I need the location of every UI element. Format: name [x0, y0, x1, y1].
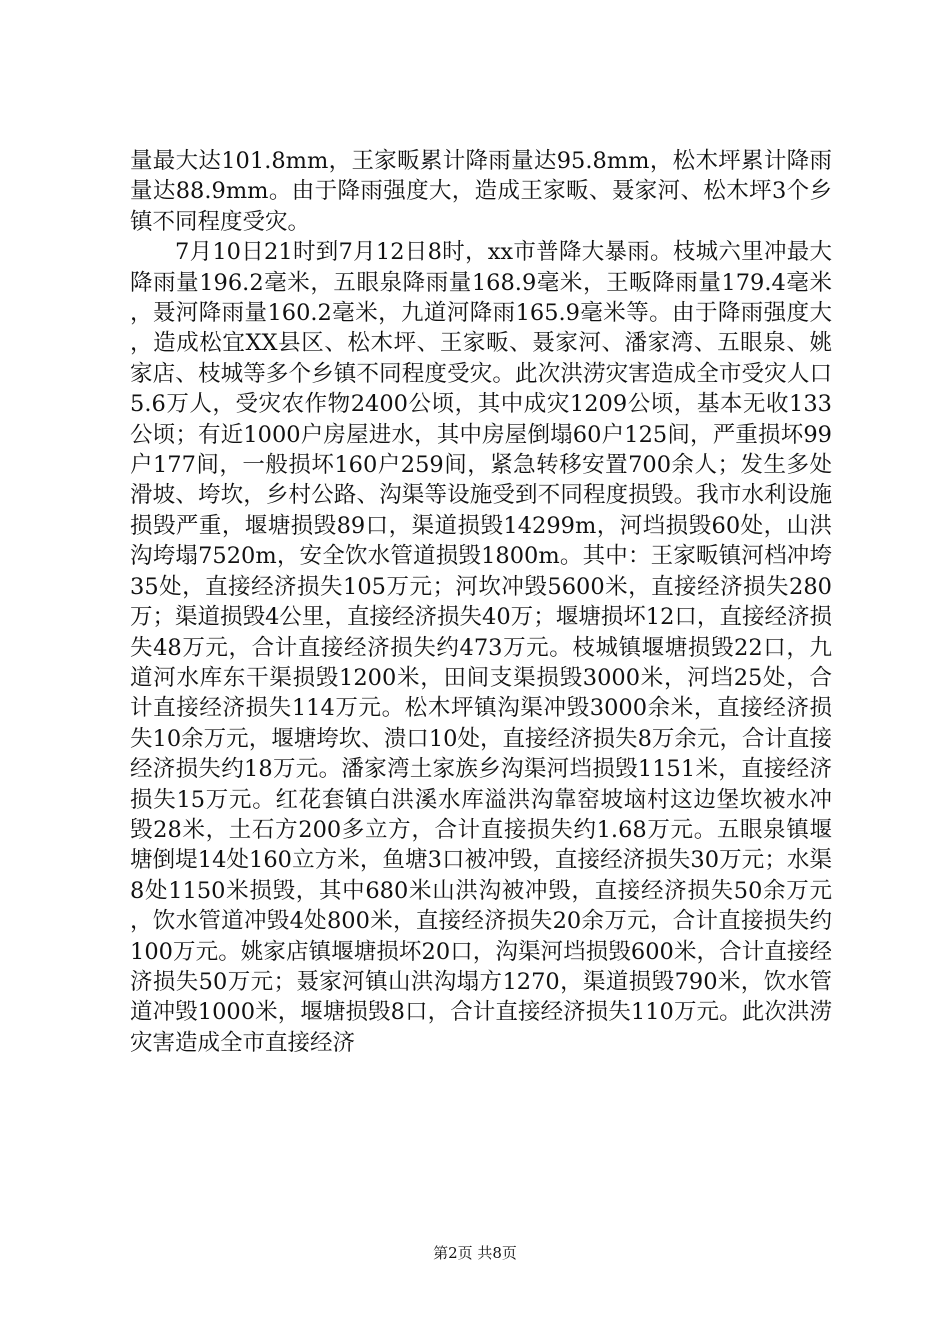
- paragraph-continued: 量最大达101.8mm，王家畈累计降雨量达95.8mm，松木坪累计降雨量达88.9mm。由于降雨强度大，造成王家畈、聂家河、松木坪3个乡镇不同程度受灾。: [130, 148, 832, 235]
- page-footer: 第2页 共8页: [433, 1244, 517, 1262]
- body-text: [130, 146, 832, 1058]
- paragraph-flood-report: 7月10日21时到7月12日8时，xx市普降大暴雨。枝城六里冲最大降雨量196.2毫米，五眼泉降雨量168.9毫米，王畈降雨量179.4毫米，聂河降雨量160.2毫米，九道河降雨165.9毫米等。由于降雨强度大，造成松宜XX县区、松木坪、王家畈、聂家河、潘家湾、五眼泉、姚家店、枝城等多个乡镇不同程度受灾。此次洪涝灾害造成全市受灾人口5.6万人，受灾农作物2400公顷，其中成灾1209公顷，基本无收133公顷；有近1000户房屋进水，其中房屋倒塌60户125间，严重损坏99户177间，一般损坏160户259间，紧急转移安置700余人；发生多处滑坡、垮坎，乡村公路、沟渠等设施受到不同程度损毁。我市水利设施损毁严重，堰塘损毁89口，渠道损毁14299m，河垱损毁60处，山洪沟垮塌7520m，安全饮水管道损毁1800m。其中：王家畈镇河档冲垮35处，直接经济损失105万元；河坎冲毁5600米，直接经济损失280万；渠道损毁4公里，直接经济损失40万；堰塘损坏12口，直接经济损失48万元，合计直接经济损失约473万元。枝城镇堰塘损毁22口，九道河水库东干渠损毁1200米，田间支渠损毁3000米，河垱25处，合计直接经济损失114万元。松木坪镇沟渠冲毁3000余米，直接经济损失10余万元，堰塘垮坎、溃口10处，直接经济损失8万余元，合计直接经济损失约18万元。潘家湾土家族乡沟渠河垱损毁1151米，直接经济损失15万元。红花套镇白洪溪水库溢洪沟靠窑坡垴村这边堡坎被水冲毁28米，土石方200多立方，合计直接损失约1.68万元。五眼泉镇堰塘倒堤14处160立方米，鱼塘3口被冲毁，直接经济损失30万元；水渠8处1150米损毁，其中680米山洪沟被冲毁，直接经济损失50余万元，饮水管道冲毁4处800米，直接经济损失20余万元，合计直接损失约100万元。姚家店镇堰塘损坏20口，沟渠河垱损毁600米，合计直接经济损失50万元；聂家河镇山洪沟塌方1270，渠道损毁790米，饮水管道冲毁1000米，堰塘损毁8口，合计直接经济损失110万元。此次洪涝灾害造成全市直接经济: [130, 239, 832, 1056]
